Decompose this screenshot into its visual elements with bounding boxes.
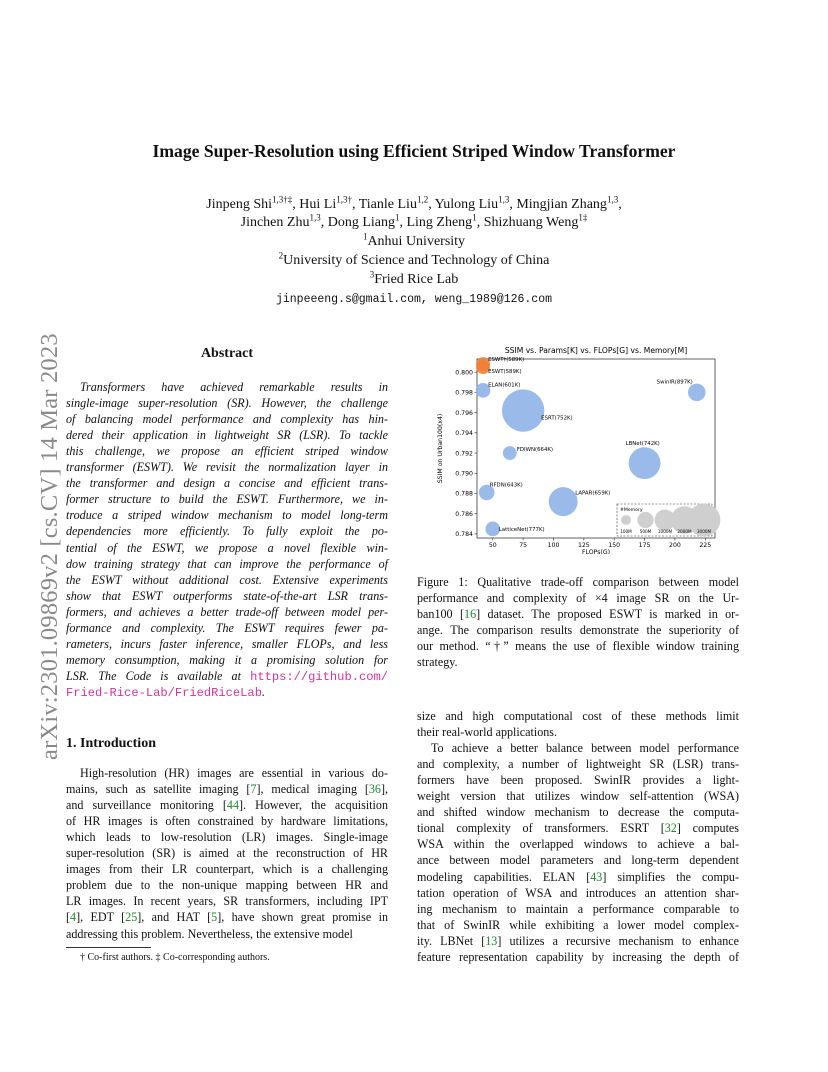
- right-column-line: feature representation capability by increasing the depth of: [417, 949, 739, 964]
- intro_lines-line: images from their LR counterpart, which is a challenging: [66, 862, 388, 877]
- right-column-line: WSA within the overlapped windows to achieve a bal-: [417, 837, 739, 852]
- point-label: ELAN(601K): [488, 382, 521, 389]
- abstract-line: this challenge, we propose an efficient striped window: [66, 444, 388, 459]
- footnote: † Co-first authors. ‡ Co-corresponding authors.: [80, 952, 270, 963]
- intro_lines-line: problem due to the non-unique mapping between HR and: [66, 878, 388, 893]
- point-label: ESRT(752K): [541, 415, 573, 422]
- citation: 44: [226, 798, 239, 813]
- caption_lines-line: ange. The comparison results demonstrate the superiority of: [417, 623, 739, 638]
- right-column-line: modeling capabilities. ELAN [43] simplifies the compu-: [417, 869, 739, 884]
- intro_lines-line: mains, such as satellite imaging [7], medical imaging [36],: [66, 782, 389, 797]
- y-tick-label: 0.788: [455, 490, 473, 498]
- intro_lines-line: [4], EDT [25], and HAT [5], have shown great promise in: [66, 910, 388, 925]
- y-tick-label: 0.800: [455, 369, 473, 377]
- right-column-line: To achieve a better balance between model performance: [431, 741, 739, 756]
- abstract-line: of balancing model performance and complexity has hin-: [66, 412, 388, 427]
- caption_lines-line: ban100 [16] dataset. The proposed ESWT is marked in or-: [417, 607, 739, 622]
- right-column-line: formers have been proposed. SwinIR provides a light-: [417, 773, 739, 788]
- citation: 36: [368, 782, 381, 797]
- abstract-line: rameters, incurs faster inference, smaller FLOPs, and less: [66, 636, 388, 651]
- right-column-line: that of SwinIR while exhibiting a lower model complex-: [417, 917, 739, 932]
- data-point: [503, 446, 517, 460]
- citation: 25: [125, 910, 138, 925]
- intro_lines-line: LR images. In recent years, SR transformers, including IPT: [66, 894, 388, 909]
- data-point: [502, 389, 544, 431]
- abstract-line: formance and complexity. The ESWT requires fewer pa-: [66, 620, 388, 635]
- right-column-line: their real-world applications.: [417, 725, 558, 740]
- point-label: RFDN(643K): [489, 482, 523, 489]
- y-axis-label: SSIM on Urban100(x4): [437, 413, 444, 484]
- y-tick-label: 0.792: [455, 450, 473, 458]
- point-label: LAPAR(659K): [575, 490, 611, 497]
- right-column-line: ing mechanism to maintain a performance comparable to: [417, 901, 739, 916]
- x-tick-label: 175: [638, 542, 651, 549]
- point-label: ESWT(589K): [488, 369, 522, 376]
- data-point: [629, 447, 661, 479]
- citation: 32: [664, 821, 677, 836]
- point-label: ESWT†(589K): [488, 357, 525, 364]
- affiliation-3: $^3$Fried Rice Lab: [369, 269, 459, 287]
- author-line-2: Jinchen Zhu$^{1,3}$, Dong Liang$^1$, Ling Zheng$^1$, Shizhuang Weng$^{1\ddagger}$: [240, 212, 588, 230]
- x-tick-label: 225: [699, 542, 712, 549]
- right-column-line: size and high computational cost of these methods limit: [417, 709, 739, 723]
- citation: 5: [211, 910, 218, 925]
- memory-legend-label: 1000M: [657, 529, 673, 534]
- caption_lines-line: performance and complexity of ×4 image SR on the Ur-: [417, 591, 739, 606]
- abstract-line: troduce a striped window mechanism to model long-term: [66, 508, 388, 523]
- y-tick-label: 0.790: [455, 470, 473, 478]
- abstract-line: transformer (ESWT). We revisit the normalization layer in: [66, 460, 388, 475]
- memory-legend-marker: [637, 512, 653, 528]
- figure-1-chart: [432, 342, 724, 554]
- footnote-rule: [66, 947, 151, 948]
- abstract-line: the transformer and design a concise and efficient trans-: [66, 476, 388, 491]
- memory-legend-label: 2000M: [677, 529, 692, 534]
- citation: 7: [250, 782, 257, 797]
- data-point: [688, 384, 706, 402]
- x-tick-label: 50: [488, 542, 497, 549]
- abstract-line: dependencies more efficiently. To fully exploit the po-: [66, 524, 388, 539]
- author-emails: jinpeeeng.s@gmail.com, weng_1989@126.com: [275, 293, 553, 306]
- right-column-line: and shifted window mechanism to decrease the computa-: [417, 805, 739, 820]
- right-column-line: and complexity, a number of lightweight SR (LSR) trans-: [417, 757, 739, 772]
- point-label: SwinIR(897K): [656, 379, 693, 386]
- x-tick-label: 100: [547, 542, 560, 549]
- y-tick-label: 0.784: [455, 531, 473, 539]
- arxiv-identifier: arXiv:2301.09869v2 [cs.CV] 14 Mar 2023: [36, 333, 63, 760]
- abstract-line: former structure to build the ESWT. Furthermore, we in-: [66, 492, 388, 507]
- memory-legend-label: 500M: [639, 529, 652, 534]
- abstract-heading: Abstract: [200, 346, 254, 361]
- abstract-line: tential of the ESWT, we propose a novel flexible win-: [66, 540, 388, 555]
- point-label: LatticeNet(777K): [498, 526, 545, 533]
- intro_lines-line: super-resolution (SR) is aimed at the reconstruction of HR: [66, 846, 388, 861]
- y-tick-label: 0.796: [455, 409, 473, 417]
- chart-title: SSIM vs. Params[K] vs. FLOPs[G] vs. Memory[M]: [504, 346, 688, 355]
- abstract-code-line-2: Fried-Rice-Lab/FriedRiceLab.: [66, 684, 265, 700]
- right-column-line: weight version that utilizes window self-attention (WSA): [417, 789, 739, 804]
- point-label: FDIWN(664K): [516, 447, 554, 454]
- abstract-line: formers, and achieves a better trade-off between model per-: [66, 604, 388, 619]
- citation: 4: [70, 910, 77, 925]
- code-link-continued[interactable]: Fried-Rice-Lab/FriedRiceLab: [66, 685, 262, 700]
- intro_lines-line: High-resolution (HR) images are essential in various do-: [80, 766, 388, 780]
- abstract-line: Transformers have achieved remarkable results in: [80, 380, 388, 394]
- abstract-line: show that ESWT outperforms state-of-the-art LSR trans-: [66, 588, 388, 603]
- introduction-heading: 1. Introduction: [66, 736, 156, 751]
- abstract-line: the ESWT without additional cost. Extensive experiments: [66, 572, 388, 587]
- citation: 13: [485, 933, 498, 948]
- caption_lines-line: strategy.: [417, 655, 458, 670]
- paper-title: Image Super-Resolution using Efficient Striped Window Transformer: [152, 141, 676, 161]
- abstract-line: single-image super-resolution (SR). However, the challenge: [66, 396, 388, 411]
- x-tick-label: 150: [608, 542, 621, 549]
- scatter-chart-svg: [432, 342, 724, 554]
- memory-legend-label: 100M: [620, 529, 632, 534]
- y-tick-label: 0.794: [455, 430, 473, 438]
- affiliation-1: $^1$Anhui University: [362, 231, 466, 249]
- memory-legend-marker: [621, 515, 631, 525]
- caption_lines-line: Figure 1: Qualitative trade-off comparison between model: [417, 575, 739, 589]
- right-column-line: tional complexity of transformers. ESRT [32] computes: [417, 821, 740, 836]
- citation: 16: [464, 607, 477, 622]
- right-column-line: ance between model parameters and long-term dependent: [417, 853, 739, 868]
- point-label: LBNet(742K): [625, 441, 660, 448]
- x-axis-label: FLOPs(G): [581, 549, 611, 554]
- y-tick-label: 0.798: [455, 389, 473, 397]
- intro_lines-line: addressing this problem. Nevertheless, the extensive model: [66, 926, 353, 941]
- x-tick-label: 200: [669, 542, 681, 549]
- intro_lines-line: and surveillance monitoring [44]. However, the acquisition: [66, 798, 388, 813]
- memory-legend-title: #Memory: [620, 508, 643, 513]
- y-tick-label: 0.786: [455, 510, 473, 518]
- caption_lines-line: our method. “†” means the use of flexible window training: [417, 639, 739, 654]
- intro_lines-line: which leads to low-resolution (LR) images. Single-image: [66, 830, 388, 845]
- code-link[interactable]: https://github.com/: [250, 669, 388, 684]
- abstract-line: memory consumption, making it a promising solution for: [66, 652, 388, 667]
- memory-legend-label: 3000M: [696, 529, 712, 534]
- abstract-code-line: LSR. The Code is available at https://github.com/: [66, 668, 388, 684]
- affiliation-2: $^2$University of Science and Technology of China: [278, 250, 550, 268]
- right-column-line: ity. LBNet [13] utilizes a recursive mechanism to enhance: [417, 933, 739, 948]
- author-line-1: Jinpeng Shi$^{1,3\dagger\ddagger}$, Hui $Li^{1,3\dagger}$, Tianle Liu$^{1,2}$, Yulong Liu$^{1,3}$, Mingjian Zhang$^{1,3}$,: [206, 194, 622, 212]
- x-tick-label: 125: [577, 542, 590, 549]
- citation: 43: [590, 869, 603, 884]
- abstract-line: dow training strategy that can improve the performance of: [66, 556, 388, 571]
- data-point: [549, 487, 578, 516]
- right-column-line: tation operation of WSA and introduces an attention shar-: [417, 885, 739, 900]
- x-tick-label: 75: [519, 542, 528, 549]
- intro_lines-line: of HR images is often constrained by hardware limitations,: [66, 814, 388, 829]
- abstract-line: dered their application in lightweight SR (LSR). To tackle: [66, 428, 388, 443]
